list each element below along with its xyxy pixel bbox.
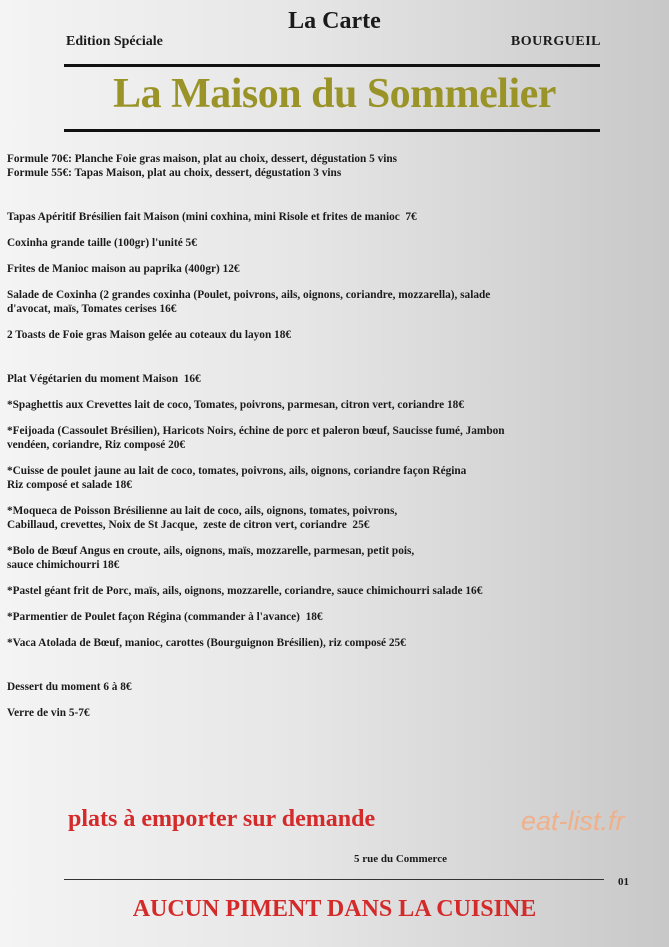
formula-line: Formule 70€: Planche Foie gras maison, plat au choix, dessert, dégustation 5 vins bbox=[7, 153, 398, 165]
top-divider bbox=[64, 64, 600, 67]
no-chili-warning: AUCUN PIMENT DANS LA CUISINE bbox=[132, 896, 537, 922]
menu-item-continued: Cabillaud, crevettes, Noix de St Jacque, zeste de citron vert, coriandre 25€ bbox=[7, 519, 370, 531]
menu-item: *Feijoada (Cassoulet Brésilien), Haricots Noirs, échine de porc et paleron bœuf, Saucisse fumé, Jambon bbox=[7, 425, 505, 437]
menu-item: Salade de Coxinha (2 grandes coxinha (Poulet, poivrons, ails, oignons, coriandre, mozzarella), salade bbox=[7, 289, 491, 301]
mains-section bbox=[7, 372, 657, 650]
menu-item: *Cuisse de poulet jaune au lait de coco, tomates, poivrons, ails, oignons, coriandre façon Régina bbox=[7, 465, 467, 477]
menu-item: Dessert du moment 6 à 8€ bbox=[7, 681, 132, 693]
menu-item: 2 Toasts de Foie gras Maison gelée au coteaux du layon 18€ bbox=[7, 329, 291, 341]
menu-item-continued: sauce chimichourri 18€ bbox=[7, 559, 120, 571]
menu-item: Tapas Apéritif Brésilien fait Maison (mini coxhina, mini Risole et frites de manioc 7€ bbox=[7, 211, 417, 223]
menu-item: Coxinha grande taille (100gr) l'unité 5€ bbox=[7, 237, 197, 249]
menu-content bbox=[7, 152, 657, 720]
menu-item: *Parmentier de Poulet façon Régina (commander à l'avance) 18€ bbox=[7, 611, 323, 623]
formulas-section bbox=[7, 152, 657, 180]
watermark-logo: eat-list.fr bbox=[521, 806, 625, 836]
menu-item-continued: d'avocat, maïs, Tomates cerises 16€ bbox=[7, 303, 177, 315]
edition-label: Edition Spéciale bbox=[66, 34, 163, 49]
menu-item: *Moqueca de Poisson Brésilienne au lait de coco, ails, oignons, tomates, poivrons, bbox=[7, 505, 398, 517]
menu-item: Plat Végétarien du moment Maison 16€ bbox=[7, 373, 201, 385]
menu-item: *Pastel géant frit de Porc, maïs, ails, oignons, mozzarelle, coriandre, sauce chimichourri salade 16€ bbox=[7, 585, 483, 597]
menu-item: Frites de Manioc maison au paprika (400gr) 12€ bbox=[7, 263, 240, 275]
menu-item: *Spaghettis aux Crevettes lait de coco, Tomates, poivrons, parmesan, citron vert, coriandre 18€ bbox=[7, 399, 464, 411]
menu-item-continued: vendéen, coriandre, Riz composé 20€ bbox=[7, 439, 186, 451]
takeaway-note: plats à emporter sur demande bbox=[68, 806, 376, 832]
menu-item: Verre de vin 5-7€ bbox=[7, 707, 90, 719]
menu-item: *Vaca Atolada de Bœuf, manioc, carottes (Bourguignon Brésilien), riz composé 25€ bbox=[7, 637, 406, 649]
menu-item-continued: Riz composé et salade 18€ bbox=[7, 479, 132, 491]
bottom-divider bbox=[64, 129, 600, 132]
menu-heading: La Carte bbox=[288, 8, 381, 34]
city-label: BOURGUEIL bbox=[510, 34, 601, 49]
starters-section bbox=[7, 210, 657, 342]
footer-divider bbox=[64, 879, 604, 880]
formula-line: Formule 55€: Tapas Maison, plat au choix, dessert, dégustation 3 vins bbox=[7, 167, 342, 179]
address: 5 rue du Commerce bbox=[354, 853, 447, 865]
menu-item: *Bolo de Bœuf Angus en croute, ails, oignons, maïs, mozzarelle, parmesan, petit pois, bbox=[7, 545, 415, 557]
restaurant-name: La Maison du Sommelier bbox=[113, 71, 556, 117]
page-number: 01 bbox=[618, 876, 629, 888]
desserts-section bbox=[7, 680, 657, 720]
